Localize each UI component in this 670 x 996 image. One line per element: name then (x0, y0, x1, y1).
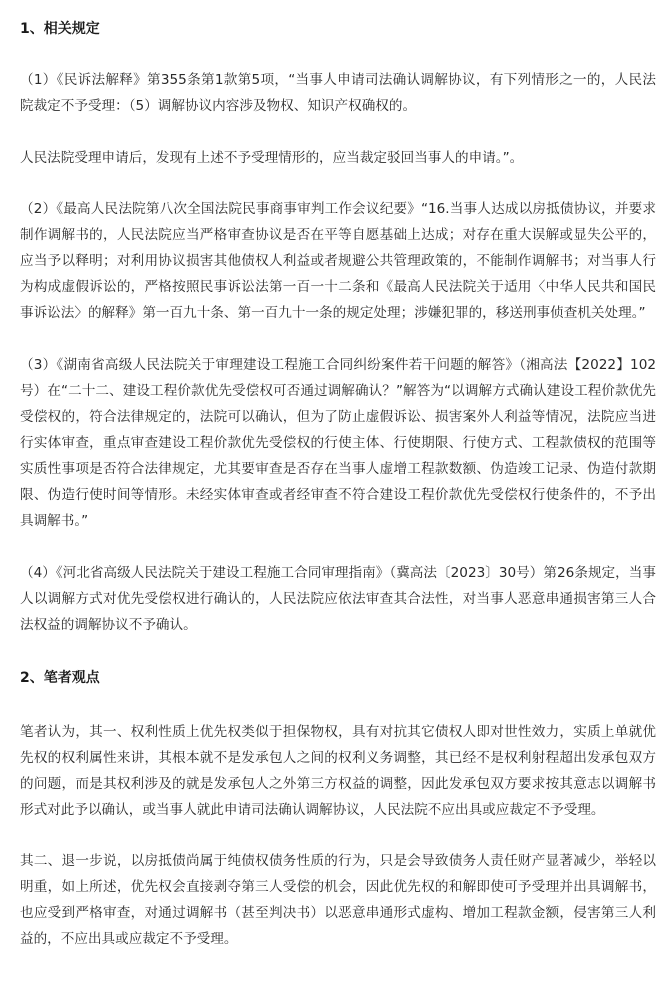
paragraph-civil-procedure-interpretation: （1）《民诉法解释》第355条第1款第5项，“当事人申请司法确认调解协议，有下列情形之一的，人民法院裁定不予受理：（5）调解协议内容涉及物权、知识产权确权的。 (20, 72, 656, 114)
paragraph-hebei-court-guide: （4）《河北省高级人民法院关于建设工程施工合同审理指南》（冀高法〔2023〕30号）第26条规定，当事人以调解方式对优先受偿权进行确认的，人民法院应依法审查其合法性，对当事人恶意串通损害第三人合法权益的调解协议不予确认。 (20, 565, 656, 633)
section-heading-regulations: 1、相关规定 (20, 21, 100, 37)
paragraph-hunan-court-answer: （3）《湖南省高级人民法院关于审理建设工程施工合同纠纷案件若干问题的解答》（湘高法【2022】102号）在“二十二、建设工程价款优先受偿权可否通过调解确认？”解答为“以调解方式确认建设工程价款优先受偿权的，符合法律规定的，法院可以确认，但为了防止虚假诉讼、损害案外人利益等情况，法院应当进行实体审查，重点审查建设工程价款优先受偿权的行使主体、行使期限、行使方式、工程款债权的范围等实质性事项是否符合法律规定，尤其要审查是否存在当事人虚增工程款数额、伪造竣工记录、伪造付款期限、伪造行使时间等情形。未经实体审查或者经审查不符合建设工程价款优先受偿权行使条件的，不予出具调解书。” (20, 357, 656, 529)
section-heading-author-view: 2、笔者观点 (20, 670, 100, 686)
paragraph-author-view-first: 笔者认为，其一、权利性质上优先权类似于担保物权，具有对抗其它债权人即对世性效力，实质上单就优先权的权利属性来讲，其根本就不是发承包人之间的权利义务调整，其已经不是权利射程超出发承包双方的问题，而是其权利涉及的就是发承包人之外第三方权益的调整，因此发承包双方要求按其意志以调解书形式对此予以确认，或当事人就此申请司法确认调解协议，人民法院不应出具或应裁定不予受理。 (20, 724, 656, 818)
paragraph-rejection-after-acceptance: 人民法院受理申请后，发现有上述不予受理情形的，应当裁定驳回当事人的申请。”。 (20, 150, 524, 166)
paragraph-author-view-second: 其二、退一步说，以房抵债尚属于纯债权债务性质的行为，只是会导致债务人责任财产显著减少，举轻以明重，如上所述，优先权会直接剥夺第三人受偿的机会，因此优先权的和解即使可予受理并出具调解书，也应受到严格审查，对通过调解书（甚至判决书）以恶意串通形式虚构、增加工程款金额，侵害第三人利益的，不应出具或应裁定不予受理。 (20, 853, 656, 947)
paragraph-supreme-court-minutes: （2）《最高人民法院第八次全国法院民事商事审判工作会议纪要》“16.当事人达成以房抵债协议，并要求制作调解书的，人民法院应当严格审查协议是否在平等自愿基础上达成；对存在重大误解或显失公平的，应当予以释明；对利用协议损害其他债权人利益或者规避公共管理政策的，不能制作调解书；对当事人行为构成虚假诉讼的，严格按照民事诉讼法第一百一十二条和《最高人民法院关于适用〈中华人民共和国民事诉讼法〉的解释》第一百九十条、第一百九十一条的规定处理；涉嫌犯罪的，移送刑事侦查机关处理。” (20, 201, 656, 321)
